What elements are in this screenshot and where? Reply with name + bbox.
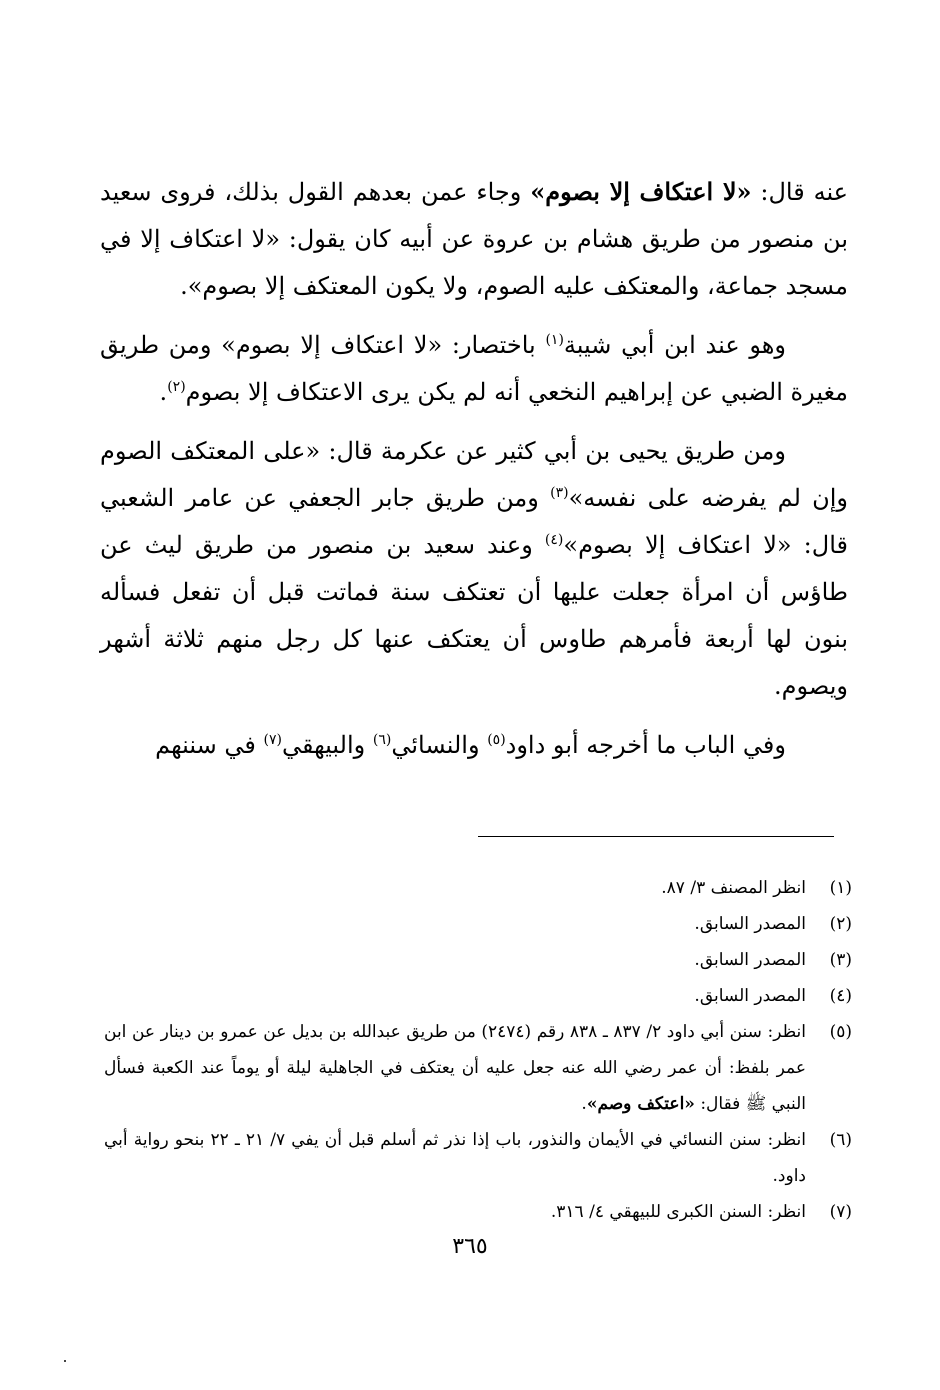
main-text xyxy=(100,168,848,781)
footnote-ref: (٢) xyxy=(167,379,186,395)
text-run: ومن طريق يحيى بن أبي كثير عن عكرمة قال: «على المعتكف الصوم وإن لم يفرضه على نفسه» xyxy=(100,437,848,512)
footnote xyxy=(104,1014,852,1122)
text-run: ومن طريق جابر الجعفي عن عامر الشعبي قال: «لا اعتكاف إلا بصوم» xyxy=(100,484,848,559)
footnote-text xyxy=(104,1194,806,1230)
text-run: انظر: سنن أبي داود ٢/ ٨٣٧ ـ ٨٣٨ رقم (٢٤٧٤) من طريق عبدالله بن بديل عن عمرو بن دينار عن ابن عمر بلفظ: أن عمر رضي الله عنه جعل عليه أن يعتكف في الجاهلية ليلة أو يوماً عند الكعبة فسأل النبي ﷺ فقال: xyxy=(104,1022,806,1114)
footnote-ref: (٦) xyxy=(372,732,392,748)
text-run: المصدر السابق. xyxy=(694,950,806,970)
footnote-text xyxy=(104,1122,806,1194)
bold-quote: «لا اعتكاف إلا بصوم» xyxy=(530,177,752,206)
footnote xyxy=(104,870,852,906)
footnote-text xyxy=(104,942,806,978)
text-run: وهو عند ابن أبي شيبة xyxy=(563,331,787,359)
text-run: في سننهم xyxy=(155,731,264,759)
scan-speck xyxy=(64,1360,66,1362)
text-run: والنسائي xyxy=(391,731,488,759)
footnote-number: (٧) xyxy=(829,1202,852,1222)
footnote-number: (١) xyxy=(829,878,852,898)
footnote-separator xyxy=(478,836,834,837)
text-run: عنه قال: xyxy=(751,178,849,206)
footnote-text xyxy=(104,1014,806,1122)
text-run: وجاء عمن بعدهم القول بذلك، فروى سعيد بن منصور من طريق هشام بن عروة عن أبيه كان يقول: «لا اعتكاف إلا في مسجد جماعة، والمعتكف عليه الصوم، ولا يكون المعتكف إلا بصوم». xyxy=(100,178,848,300)
footnote-ref: (٤) xyxy=(544,532,564,548)
text-run: المصدر السابق. xyxy=(694,914,806,934)
footnote-text xyxy=(104,978,806,1014)
footnote xyxy=(104,978,852,1014)
text-run: باختصار: «لا اعتكاف إلا بصوم» ومن طريق مغيرة الضبي عن إبراهيم النخعي أنه لم يكن يرى الاعتكاف إلا بصوم xyxy=(100,331,848,406)
text-run: . xyxy=(581,1094,587,1114)
text-run: انظر المصنف ٣/ ٨٧. xyxy=(661,878,806,898)
footnote-number: (٣) xyxy=(829,950,852,970)
paragraph xyxy=(100,322,848,416)
footnote-number: (٢) xyxy=(829,914,852,934)
page-number: ٣٦٥ xyxy=(452,1234,488,1259)
footnote-ref: (٣) xyxy=(550,485,569,501)
paragraph xyxy=(100,168,848,310)
footnote xyxy=(104,942,852,978)
text-run: والبيهقي xyxy=(281,731,373,759)
text-run: . xyxy=(159,378,168,406)
footnote-ref: (٥) xyxy=(487,732,506,748)
text-run: انظر: سنن النسائي في الأيمان والنذور، باب إذا نذر ثم أسلم قبل أن يفي ٧/ ٢١ ـ ٢٢ بنحو رواية أبي داود. xyxy=(104,1130,806,1186)
footnote-ref: (١) xyxy=(545,332,564,348)
footnote xyxy=(104,1122,852,1194)
footnote-number: (٤) xyxy=(829,986,852,1006)
text-run: المصدر السابق. xyxy=(694,986,806,1006)
footnote-text xyxy=(104,870,806,906)
footnote xyxy=(104,906,852,942)
footnote-text xyxy=(104,906,806,942)
footnotes xyxy=(104,870,852,1230)
footnote-number: (٦) xyxy=(829,1130,852,1150)
text-run: وفي الباب ما أخرجه أبو داود xyxy=(505,731,786,759)
bold-quote: «اعتكف وصم» xyxy=(586,1094,695,1114)
paragraph xyxy=(100,428,848,710)
footnote-ref: (٧) xyxy=(263,732,282,748)
footnote-number: (٥) xyxy=(829,1022,852,1042)
paragraph xyxy=(100,722,848,769)
text-run: وعند سعيد بن منصور من طريق ليث عن طاؤس أن امرأة جعلت عليها أن تعتكف سنة فماتت قبل أن تفعل فسأله بنون لها أربعة فأمرهم طاوس أن يعتكف عنها كل رجل منهم ثلاثة أشهر ويصوم. xyxy=(100,531,848,700)
text-run: انظر: السنن الكبرى للبيهقي ٤/ ٣١٦. xyxy=(550,1202,806,1222)
footnote xyxy=(104,1194,852,1230)
